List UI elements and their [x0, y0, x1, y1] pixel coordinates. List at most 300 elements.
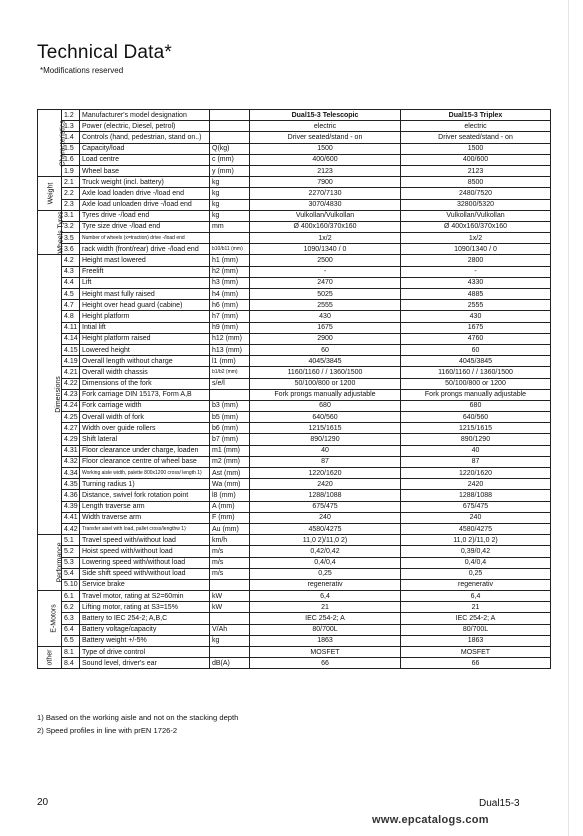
value-triplex: - [401, 266, 551, 277]
table-row [38, 658, 551, 669]
row-unit: h6 (mm) [210, 300, 250, 311]
table-row [38, 568, 551, 579]
table-row [38, 501, 551, 512]
row-unit: V/Ah [210, 624, 250, 635]
table-row [38, 535, 551, 546]
row-number: 6.5 [62, 635, 80, 646]
value-triplex: 11,0 2)/11,0 2) [401, 535, 551, 546]
row-number: 4.32 [62, 456, 80, 467]
value-triplex: 1090/1340 / 0 [401, 244, 551, 255]
group-label-text: Performance [56, 542, 64, 583]
table-row [38, 367, 551, 378]
table-row [38, 523, 551, 534]
row-description: Load centre [80, 154, 210, 165]
row-description: Width over guide rollers [80, 423, 210, 434]
value-triplex: Vulkollan/Vulkollan [401, 210, 551, 221]
value-telescopic: Fork prongs manually adjustable [250, 389, 401, 400]
value-triplex: 400/600 [401, 154, 551, 165]
value-telescopic: 11,0 2)/11,0 2) [250, 535, 401, 546]
table-row [38, 121, 551, 132]
group-label-text: other [46, 649, 53, 666]
row-number: 3.2 [62, 221, 80, 232]
row-description: Truck weight (incl. battery) [80, 177, 210, 188]
row-description: Transfer aisel with load, pallet cross/lengthw 1) [80, 523, 210, 534]
row-unit [210, 110, 250, 121]
row-description: Distance, swivel fork rotation point [80, 490, 210, 501]
value-triplex: 1x/2 [401, 233, 551, 244]
row-unit: h9 (mm) [210, 322, 250, 333]
row-description: Freelift [80, 266, 210, 277]
group-label [38, 591, 62, 647]
value-telescopic: 1863 [250, 635, 401, 646]
row-number: 4.31 [62, 445, 80, 456]
value-triplex: 2800 [401, 255, 551, 266]
row-unit: b10/b11 (mm) [210, 244, 250, 255]
row-unit: kg [210, 635, 250, 646]
row-description: Battery weight +/-5% [80, 635, 210, 646]
footnote-1: 1) Based on the working aisle and not on the stacking depth [37, 713, 239, 722]
value-telescopic: 1160/1160 / / 1360/1500 [250, 367, 401, 378]
table-row [38, 613, 551, 624]
row-unit: Wa (mm) [210, 479, 250, 490]
table-row [38, 322, 551, 333]
row-number: 1.3 [62, 121, 80, 132]
row-description: Axle load loaden drive -/load end [80, 188, 210, 199]
row-number: 4.34 [62, 468, 80, 479]
value-telescopic: MOSFET [250, 647, 401, 658]
table-row [38, 445, 551, 456]
value-telescopic: 7900 [250, 177, 401, 188]
row-number: 5.10 [62, 579, 80, 590]
row-description: Controls (hand, pedestrian, stand on..) [80, 132, 210, 143]
row-number: 4.8 [62, 311, 80, 322]
value-telescopic: 3070/4830 [250, 199, 401, 210]
value-telescopic: 2270/7130 [250, 188, 401, 199]
table-row [38, 635, 551, 646]
value-telescopic: 640/560 [250, 412, 401, 423]
value-triplex: 640/560 [401, 412, 551, 423]
row-unit: A (mm) [210, 501, 250, 512]
value-telescopic: 2470 [250, 277, 401, 288]
value-telescopic: 890/1290 [250, 434, 401, 445]
row-unit: b7 (mm) [210, 434, 250, 445]
row-description: Dimensions of the fork [80, 378, 210, 389]
value-telescopic: 4580/4275 [250, 523, 401, 534]
row-unit: m/s [210, 546, 250, 557]
value-triplex: 80/700L [401, 624, 551, 635]
value-triplex: Ø 400x160/370x160 [401, 221, 551, 232]
row-unit [210, 132, 250, 143]
table-row [38, 311, 551, 322]
value-telescopic: Dual15-3 Telescopic [250, 110, 401, 121]
value-triplex: 4885 [401, 289, 551, 300]
value-triplex: IEC 254-2; A [401, 613, 551, 624]
table-row [38, 277, 551, 288]
value-triplex: 430 [401, 311, 551, 322]
value-triplex: Fork prongs manually adjustable [401, 389, 551, 400]
row-description: Floor clearance centre of wheel base [80, 456, 210, 467]
value-telescopic: IEC 254-2; A [250, 613, 401, 624]
table-row [38, 412, 551, 423]
table-row [38, 591, 551, 602]
group-label-text: Wheels Tyres [57, 211, 65, 254]
table-row [38, 289, 551, 300]
value-triplex: 240 [401, 512, 551, 523]
value-triplex: 1215/1615 [401, 423, 551, 434]
value-triplex: 87 [401, 456, 551, 467]
table-row [38, 177, 551, 188]
row-description: Tyre size drive -/load end [80, 221, 210, 232]
row-description: Height over head guard (cabine) [80, 300, 210, 311]
row-description: Number of wheels (x=traction) drive -/load end [80, 233, 210, 244]
value-telescopic: 80/700L [250, 624, 401, 635]
row-description: Fork carriage width [80, 400, 210, 411]
value-triplex: electric [401, 121, 551, 132]
table-row [38, 602, 551, 613]
value-telescopic: 5025 [250, 289, 401, 300]
row-unit: kg [210, 210, 250, 221]
table-row [38, 233, 551, 244]
row-description: Hoist speed with/without load [80, 546, 210, 557]
row-number: 4.19 [62, 356, 80, 367]
row-description: Lift [80, 277, 210, 288]
table-row [38, 344, 551, 355]
value-triplex: 2480/7520 [401, 188, 551, 199]
table-row [38, 557, 551, 568]
value-telescopic: 40 [250, 445, 401, 456]
table-row [38, 221, 551, 232]
row-number: 1.6 [62, 154, 80, 165]
technical-data-table [37, 109, 551, 669]
table-row [38, 210, 551, 221]
value-telescopic: 1288/1088 [250, 490, 401, 501]
row-number: 6.3 [62, 613, 80, 624]
row-unit: kW [210, 591, 250, 602]
table-row [38, 546, 551, 557]
value-triplex: 890/1290 [401, 434, 551, 445]
row-unit: h7 (mm) [210, 311, 250, 322]
page-subtitle: *Modifications reserved [40, 66, 124, 75]
page-edge-line [568, 0, 569, 836]
row-number: 8.1 [62, 647, 80, 658]
value-triplex: 4045/3845 [401, 356, 551, 367]
row-description: Floor clearance under charge, loaden [80, 445, 210, 456]
table-row [38, 490, 551, 501]
row-description: rack width (front/rear) drive -/load end [80, 244, 210, 255]
value-telescopic: Vulkollan/Vulkollan [250, 210, 401, 221]
value-triplex: 21 [401, 602, 551, 613]
page-number: 20 [37, 797, 49, 808]
row-unit: b1/b2 (mm) [210, 367, 250, 378]
row-description: Battery to IEC 254-2; A,B,C [80, 613, 210, 624]
row-number: 5.4 [62, 568, 80, 579]
row-number: 3.5 [62, 233, 80, 244]
value-telescopic: 87 [250, 456, 401, 467]
value-telescopic: 4045/3845 [250, 356, 401, 367]
group-label [38, 110, 67, 177]
row-unit: h1 (mm) [210, 255, 250, 266]
row-unit [210, 233, 250, 244]
table-row [38, 479, 551, 490]
row-description: Fork carriage DIN 15173, Form A,B [80, 389, 210, 400]
value-telescopic: 0,25 [250, 568, 401, 579]
row-unit: y (mm) [210, 165, 250, 176]
value-telescopic: 2555 [250, 300, 401, 311]
value-telescopic: - [250, 266, 401, 277]
row-description: Working aisle width, palette 800x1200 cross/ length 1) [80, 468, 210, 479]
row-unit: h2 (mm) [210, 266, 250, 277]
group-label [38, 210, 65, 255]
value-triplex: 4580/4275 [401, 523, 551, 534]
row-unit: Q(kg) [210, 143, 250, 154]
row-number: 4.7 [62, 300, 80, 311]
value-telescopic: 1215/1615 [250, 423, 401, 434]
row-number: 6.1 [62, 591, 80, 602]
row-number: 2.2 [62, 188, 80, 199]
row-description: Overall width of fork [80, 412, 210, 423]
row-unit: l8 (mm) [210, 490, 250, 501]
row-unit: F (mm) [210, 512, 250, 523]
row-description: Lowered height [80, 344, 210, 355]
website-watermark: www.epcatalogs.com [372, 814, 489, 826]
table-row [38, 266, 551, 277]
value-telescopic: 1220/1620 [250, 468, 401, 479]
row-number: 3.1 [62, 210, 80, 221]
value-triplex: Dual15-3 Triplex [401, 110, 551, 121]
row-description: Lowering speed with/without load [80, 557, 210, 568]
value-telescopic: 675/475 [250, 501, 401, 512]
row-description: Lifting motor, rating at S3=15% [80, 602, 210, 613]
table-row [38, 188, 551, 199]
value-telescopic: 66 [250, 658, 401, 669]
row-unit [210, 579, 250, 590]
value-telescopic: 0,42/0,42 [250, 546, 401, 557]
table-row [38, 456, 551, 467]
row-unit: m1 (mm) [210, 445, 250, 456]
value-triplex: 32800/5320 [401, 199, 551, 210]
value-triplex: 1675 [401, 322, 551, 333]
row-number: 4.25 [62, 412, 80, 423]
row-description: Battery voltage/capacity [80, 624, 210, 635]
table-row [38, 400, 551, 411]
row-number: 5.1 [62, 535, 80, 546]
row-description: Capacity/load [80, 143, 210, 154]
row-number: 1.4 [62, 132, 80, 143]
value-triplex: 50/100/800 or 1200 [401, 378, 551, 389]
table-row [38, 512, 551, 523]
row-number: 4.22 [62, 378, 80, 389]
row-unit: c (mm) [210, 154, 250, 165]
value-telescopic: 430 [250, 311, 401, 322]
row-number: 4.11 [62, 322, 80, 333]
row-number: 8.4 [62, 658, 80, 669]
row-unit: m/s [210, 557, 250, 568]
row-number: 1.2 [62, 110, 80, 121]
row-number: 3.6 [62, 244, 80, 255]
table-row [38, 378, 551, 389]
table-row [38, 579, 551, 590]
value-triplex: 1160/1160 / / 1360/1500 [401, 367, 551, 378]
value-triplex: 1220/1620 [401, 468, 551, 479]
value-triplex: 2123 [401, 165, 551, 176]
value-telescopic: 0,4/0,4 [250, 557, 401, 568]
value-triplex: 40 [401, 445, 551, 456]
value-telescopic: 1x/2 [250, 233, 401, 244]
table-row [38, 647, 551, 658]
value-telescopic: 1675 [250, 322, 401, 333]
value-telescopic: 2123 [250, 165, 401, 176]
row-unit: dB(A) [210, 658, 250, 669]
row-description: Length traverse arm [80, 501, 210, 512]
value-triplex: 66 [401, 658, 551, 669]
table-row [38, 244, 551, 255]
row-number: 4.2 [62, 255, 80, 266]
value-triplex: 680 [401, 400, 551, 411]
row-unit: kW [210, 602, 250, 613]
table-row [38, 434, 551, 445]
row-unit: kg [210, 199, 250, 210]
value-triplex: 1500 [401, 143, 551, 154]
value-triplex: 4760 [401, 333, 551, 344]
row-number: 6.2 [62, 602, 80, 613]
row-number: 4.3 [62, 266, 80, 277]
row-description: Travel motor, rating at S2=60min [80, 591, 210, 602]
row-unit: h4 (mm) [210, 289, 250, 300]
value-triplex: 0,39/0,42 [401, 546, 551, 557]
row-number: 5.3 [62, 557, 80, 568]
value-triplex: Driver seated/stand - on [401, 132, 551, 143]
row-description: Width traverse arm [80, 512, 210, 523]
group-label-text: Weight [47, 182, 55, 205]
row-unit [210, 121, 250, 132]
page-title: Technical Data* [37, 42, 173, 63]
table-row [38, 199, 551, 210]
row-number: 4.15 [62, 344, 80, 355]
row-description: Service brake [80, 579, 210, 590]
value-telescopic: 400/600 [250, 154, 401, 165]
technical-data-body [38, 110, 551, 669]
row-description: Height platform [80, 311, 210, 322]
row-number: 1.9 [62, 165, 80, 176]
row-unit: l1 (mm) [210, 356, 250, 367]
value-triplex: 2555 [401, 300, 551, 311]
group-label [38, 255, 62, 535]
row-description: Height mast lowered [80, 255, 210, 266]
row-description: Axle load unloaden drive -/load end [80, 199, 210, 210]
value-triplex: MOSFET [401, 647, 551, 658]
group-label [38, 177, 62, 211]
row-description: Overall width chassis [80, 367, 210, 378]
table-row [38, 154, 551, 165]
value-telescopic: regenerativ [250, 579, 401, 590]
row-number: 4.39 [62, 501, 80, 512]
row-number: 4.24 [62, 400, 80, 411]
table-row [38, 110, 551, 121]
value-telescopic: 60 [250, 344, 401, 355]
value-triplex: 6,4 [401, 591, 551, 602]
value-telescopic: 2500 [250, 255, 401, 266]
value-telescopic: Driver seated/stand - on [250, 132, 401, 143]
group-label-text: E-Motors [50, 604, 58, 633]
row-number: 4.27 [62, 423, 80, 434]
row-unit: b6 (mm) [210, 423, 250, 434]
row-number: 4.21 [62, 367, 80, 378]
row-description: Wheel base [80, 165, 210, 176]
row-number: 5.2 [62, 546, 80, 557]
row-number: 4.5 [62, 289, 80, 300]
value-triplex: 4330 [401, 277, 551, 288]
value-triplex: regenerativ [401, 579, 551, 590]
row-unit: kg [210, 177, 250, 188]
row-description: Type of drive control [80, 647, 210, 658]
value-triplex: 0,25 [401, 568, 551, 579]
row-description: Turning radius 1) [80, 479, 210, 490]
row-unit: s/e/l [210, 378, 250, 389]
row-description: Power (electric, Diesel, petrol) [80, 121, 210, 132]
value-telescopic: 2900 [250, 333, 401, 344]
table-row [38, 255, 551, 266]
model-footer: Dual15-3 [479, 798, 520, 809]
value-triplex: 2420 [401, 479, 551, 490]
row-number: 4.35 [62, 479, 80, 490]
table-row [38, 423, 551, 434]
table-row [38, 333, 551, 344]
row-number: 4.42 [62, 523, 80, 534]
row-description: Travel speed with/without load [80, 535, 210, 546]
value-telescopic: 50/100/800 or 1200 [250, 378, 401, 389]
value-telescopic: 1090/1340 / 0 [250, 244, 401, 255]
row-unit: km/h [210, 535, 250, 546]
row-description: Overall length without charge [80, 356, 210, 367]
row-number: 4.4 [62, 277, 80, 288]
value-telescopic: 2420 [250, 479, 401, 490]
table-row [38, 468, 551, 479]
value-telescopic: Ø 400x160/370x160 [250, 221, 401, 232]
value-triplex: 0,4/0,4 [401, 557, 551, 568]
row-number: 4.23 [62, 389, 80, 400]
row-description: Side shift speed with/without load [80, 568, 210, 579]
row-number: 4.29 [62, 434, 80, 445]
row-unit: h13 (mm) [210, 344, 250, 355]
row-unit: kg [210, 188, 250, 199]
table-row [38, 624, 551, 635]
row-unit [210, 389, 250, 400]
row-description: Tyres drive -/load end [80, 210, 210, 221]
row-number: 1.5 [62, 143, 80, 154]
row-unit: mm [210, 221, 250, 232]
row-number: 2.1 [62, 177, 80, 188]
row-unit: Au (mm) [210, 523, 250, 534]
row-unit: b5 (mm) [210, 412, 250, 423]
value-triplex: 1288/1088 [401, 490, 551, 501]
table-row [38, 165, 551, 176]
value-telescopic: 1500 [250, 143, 401, 154]
row-description: Manufacturer's model designation [80, 110, 210, 121]
row-description: Sound level, driver's ear [80, 658, 210, 669]
row-description: Intial lift [80, 322, 210, 333]
value-triplex: 1863 [401, 635, 551, 646]
row-unit: m/s [210, 568, 250, 579]
table-row [38, 300, 551, 311]
group-label-text: Characteristics [59, 119, 67, 167]
value-telescopic: 680 [250, 400, 401, 411]
row-unit: h3 (mm) [210, 277, 250, 288]
value-telescopic: 21 [250, 602, 401, 613]
row-unit [210, 613, 250, 624]
row-description: Shift lateral [80, 434, 210, 445]
row-number: 6.4 [62, 624, 80, 635]
table-row [38, 356, 551, 367]
